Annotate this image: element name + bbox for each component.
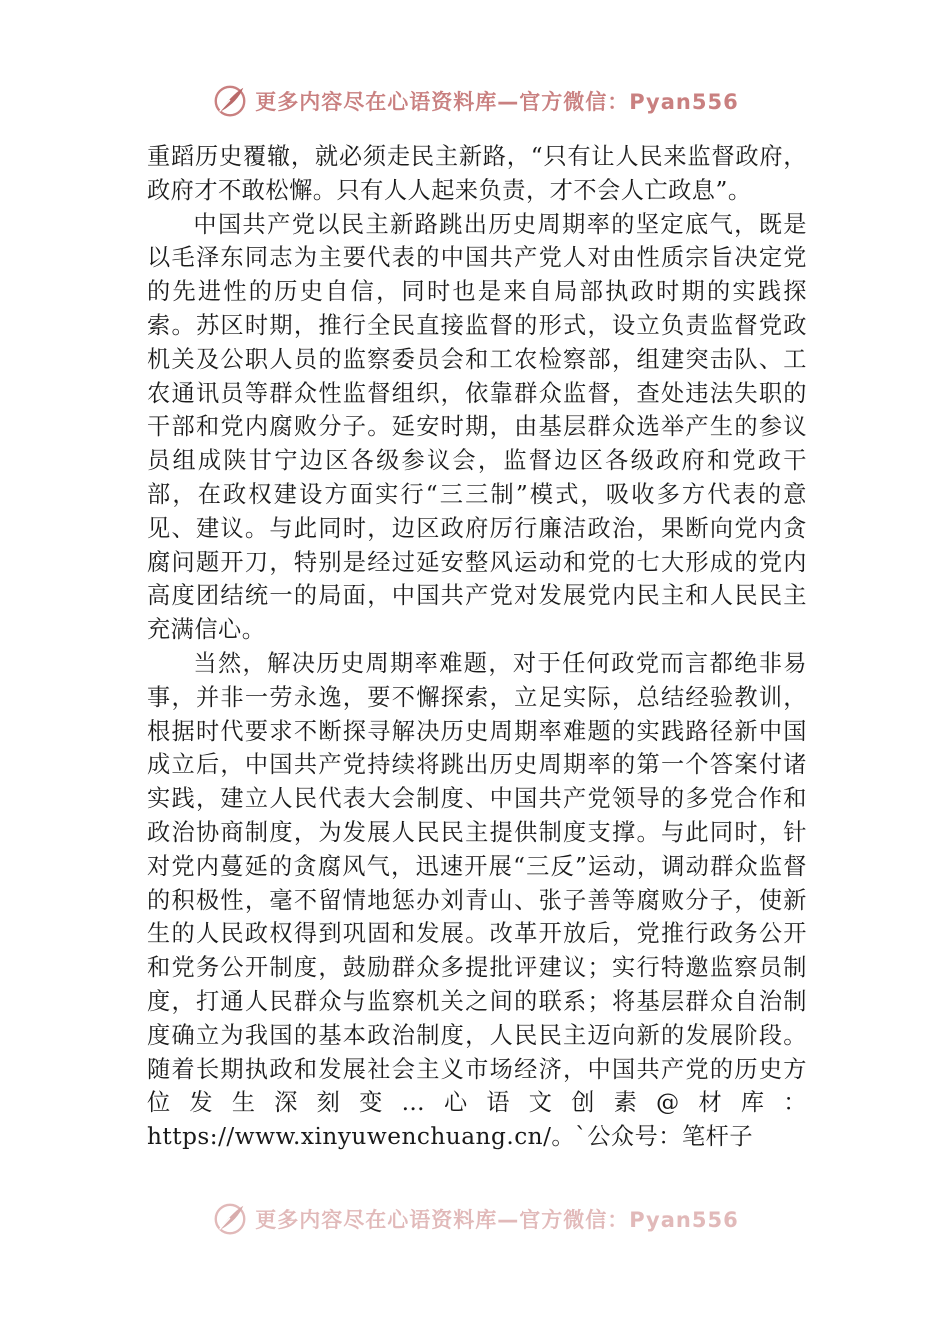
header-watermark-banner	[0, 78, 950, 124]
watermark-text: 更多内容尽在心语资料库—官方微信：Pyan556	[255, 1208, 739, 1232]
feather-quill-logo-icon	[211, 1200, 249, 1238]
footer-watermark-banner	[0, 1196, 950, 1242]
paragraph: 中国共产党以民主新路跳出历史周期率的坚定底气，既是以毛泽东同志为主要代表的中国共产党人对由性质宗旨决定党的先进性的历史自信，同时也是来自局部执政时期的实践探索。苏区时期，推行全民直接监督的形式，设立负责监督党政机关及公职人员的监察委员会和工农检察部，组建突击队、工农通讯员等群众性监督组织，依靠群众监督，查处违法失职的干部和党内腐败分子。延安时期，由基层群众选举产生的参议员组成陕甘宁边区各级参议会，监督边区各级政府和党政干部，在政权建设方面实行“三三制”模式，吸收多方代表的意见、建议。与此同时，边区政府厉行廉洁政治，果断向党内贪腐问题开刀，特别是经过延安整风运动和党的七大形成的党内高度团结统一的局面，中国共产党对发展党内民主和人民民主充满信心。	[147, 210, 807, 644]
paragraph: 当然，解决历史周期率难题，对于任何政党而言都绝非易事，并非一劳永逸，要不懈探索，立足实际，总结经验教训，根据时代要求不断探寻解决历史周期率难题的实践路径新中国成立后，中国共产党持续将跳出历史周期率的第一个答案付诸实践，建立人民代表大会制度、中国共产党领导的多党合作和政治协商制度，为发展人民民主提供制度支撑。与此同时，针对党内蔓延的贪腐风气，迅速开展“三反”运动，调动群众监督的积极性，毫不留情地惩办刘青山、张子善等腐败分子，使新生的人民政权得到巩固和发展。改革开放后，党推行政务公开和党务公开制度，鼓励群众多提批评建议；实行特邀监察员制度，打通人民群众与监察机关之间的联系；将基层群众自治制度确立为我国的基本政治制度，人民民主迈向新的发展阶段。随着长期执政和发展社会主义市场经济，中国共产党的历史方位发生深刻变…心语文创素@材库：https://www.xinyuwenchuang.cn/。`公众号：笔杆子	[147, 649, 807, 1151]
document-body	[147, 140, 807, 1154]
paragraph: 重蹈历史覆辙，就必须走民主新路，“只有让人民来监督政府，政府才不敢松懈。只有人人起来负责，才不会人亡政息”。	[147, 143, 807, 204]
watermark-text: 更多内容尽在心语资料库—官方微信：Pyan556	[255, 90, 739, 114]
feather-quill-logo-icon	[211, 82, 249, 120]
